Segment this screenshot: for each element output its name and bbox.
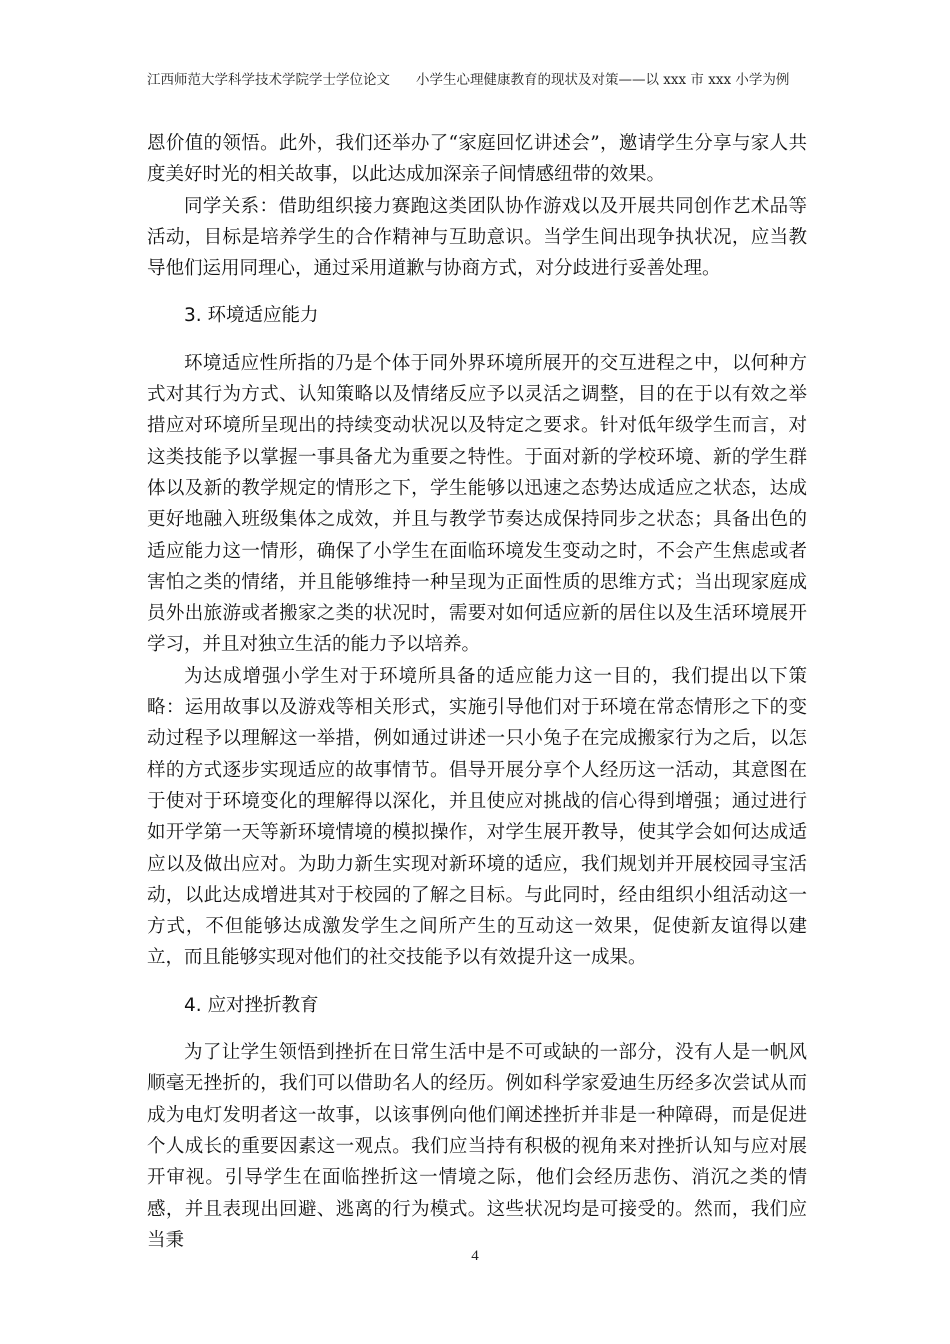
paragraph-adaptability-definition: 环境适应性所指的乃是个体于同外界环境所展开的交互进程之中，以何种方式对其行为方式、认知策略以及情绪反应予以灵活之调整，目的在于以有效之举措应对环境所呈现出的持续变动状况以及特定之要求。针对低年级学生而言，对这类技能予以掌握一事具备尤为重要之特性。于面对新的学校环境、新的学生群体以及新的教学规定的情形之下，学生能够以迅速之态势达成适应之状态，达成更好地融入班级集体之成效，并且与教学节奏达成保持同步之状态；具备出色的适应能力这一情形，确保了小学生在面临环境发生变动之时，不会产生焦虑或者害怕之类的情绪，并且能够维持一种呈现为正面性质的思维方式；当出现家庭成员外出旅游或者搬家之类的状况时，需要对如何适应新的居住以及生活环境展开学习，并且对独立生活的能力予以培养。 <box>147 352 807 656</box>
section-heading-3: 3. 环境适应能力 <box>184 305 319 327</box>
paragraph-adaptability-strategies: 为达成增强小学生对于环境所具备的适应能力这一目的，我们提出以下策略：运用故事以及游戏等相关形式，实施引导他们对于环境在常态情形之下的变动过程予以理解这一举措，例如通过讲述一只小兔子在完成搬家行为之后，以怎样的方式逐步实现适应的故事情节。倡导开展分享个人经历这一活动，其意图在于使对于环境变化的理解得以深化，并且使应对挑战的信心得到增强；通过进行如开学第一天等新环境情境的模拟操作，对学生展开教导，使其学会如何达成适应以及做出应对。为助力新生实现对新环境的适应，我们规划并开展校园寻宝活动，以此达成增进其对于校园的了解之目标。与此同时，经由组织小组活动这一方式，不但能够达成激发学生之间所产生的互动这一效果，促使新友谊得以建立，而且能够实现对他们的社交技能予以有效提升这一成果。 <box>147 665 807 969</box>
section-heading-4: 4. 应对挫折教育 <box>184 994 319 1016</box>
running-header <box>147 70 817 90</box>
spacer <box>147 332 807 348</box>
spacer <box>147 974 807 990</box>
paragraph-peer-relations: 同学关系：借助组织接力赛跑这类团队协作游戏以及开展共同创作艺术品等活动，目标是培养学生的合作精神与互助意识。当学生间出现争执状况，应当教导他们运用同理心，通过采用道歉与协商方式，对分歧进行妥善处理。 <box>147 195 807 280</box>
header-institution: 江西师范大学科学技术学院学士学位论文 <box>147 72 390 88</box>
spacer <box>147 1021 807 1037</box>
paragraph-family-continued: 恩价值的领悟。此外，我们还举办了“家庭回忆讲述会”，邀请学生分享与家人共度美好时光的相关故事，以此达成加深亲子间情感纽带的效果。 <box>147 133 807 186</box>
document-body <box>147 128 807 1256</box>
paragraph-frustration-education: 为了让学生领悟到挫折在日常生活中是不可或缺的一部分，没有人是一帆风顺毫无挫折的，我们可以借助名人的经历。例如科学家爱迪生历经多次尝试从而成为电灯发明者这一故事，以该事例向他们阐述挫折并非是一种障碍，而是促进个人成长的重要因素这一观点。我们应当持有积极的视角来对挫折认知与应对展开审视。引导学生在面临挫折这一情境之际，他们会经历悲伤、消沉之类的情感，并且表现出回避、逃离的行为模式。这些状况均是可接受的。然而，我们应当秉 <box>147 1042 807 1251</box>
page-number: 4 <box>471 1248 479 1264</box>
header-thesis-title: 小学生心理健康教育的现状及对策——以 xxx 市 xxx 小学为例 <box>416 72 790 88</box>
spacer <box>147 284 807 300</box>
